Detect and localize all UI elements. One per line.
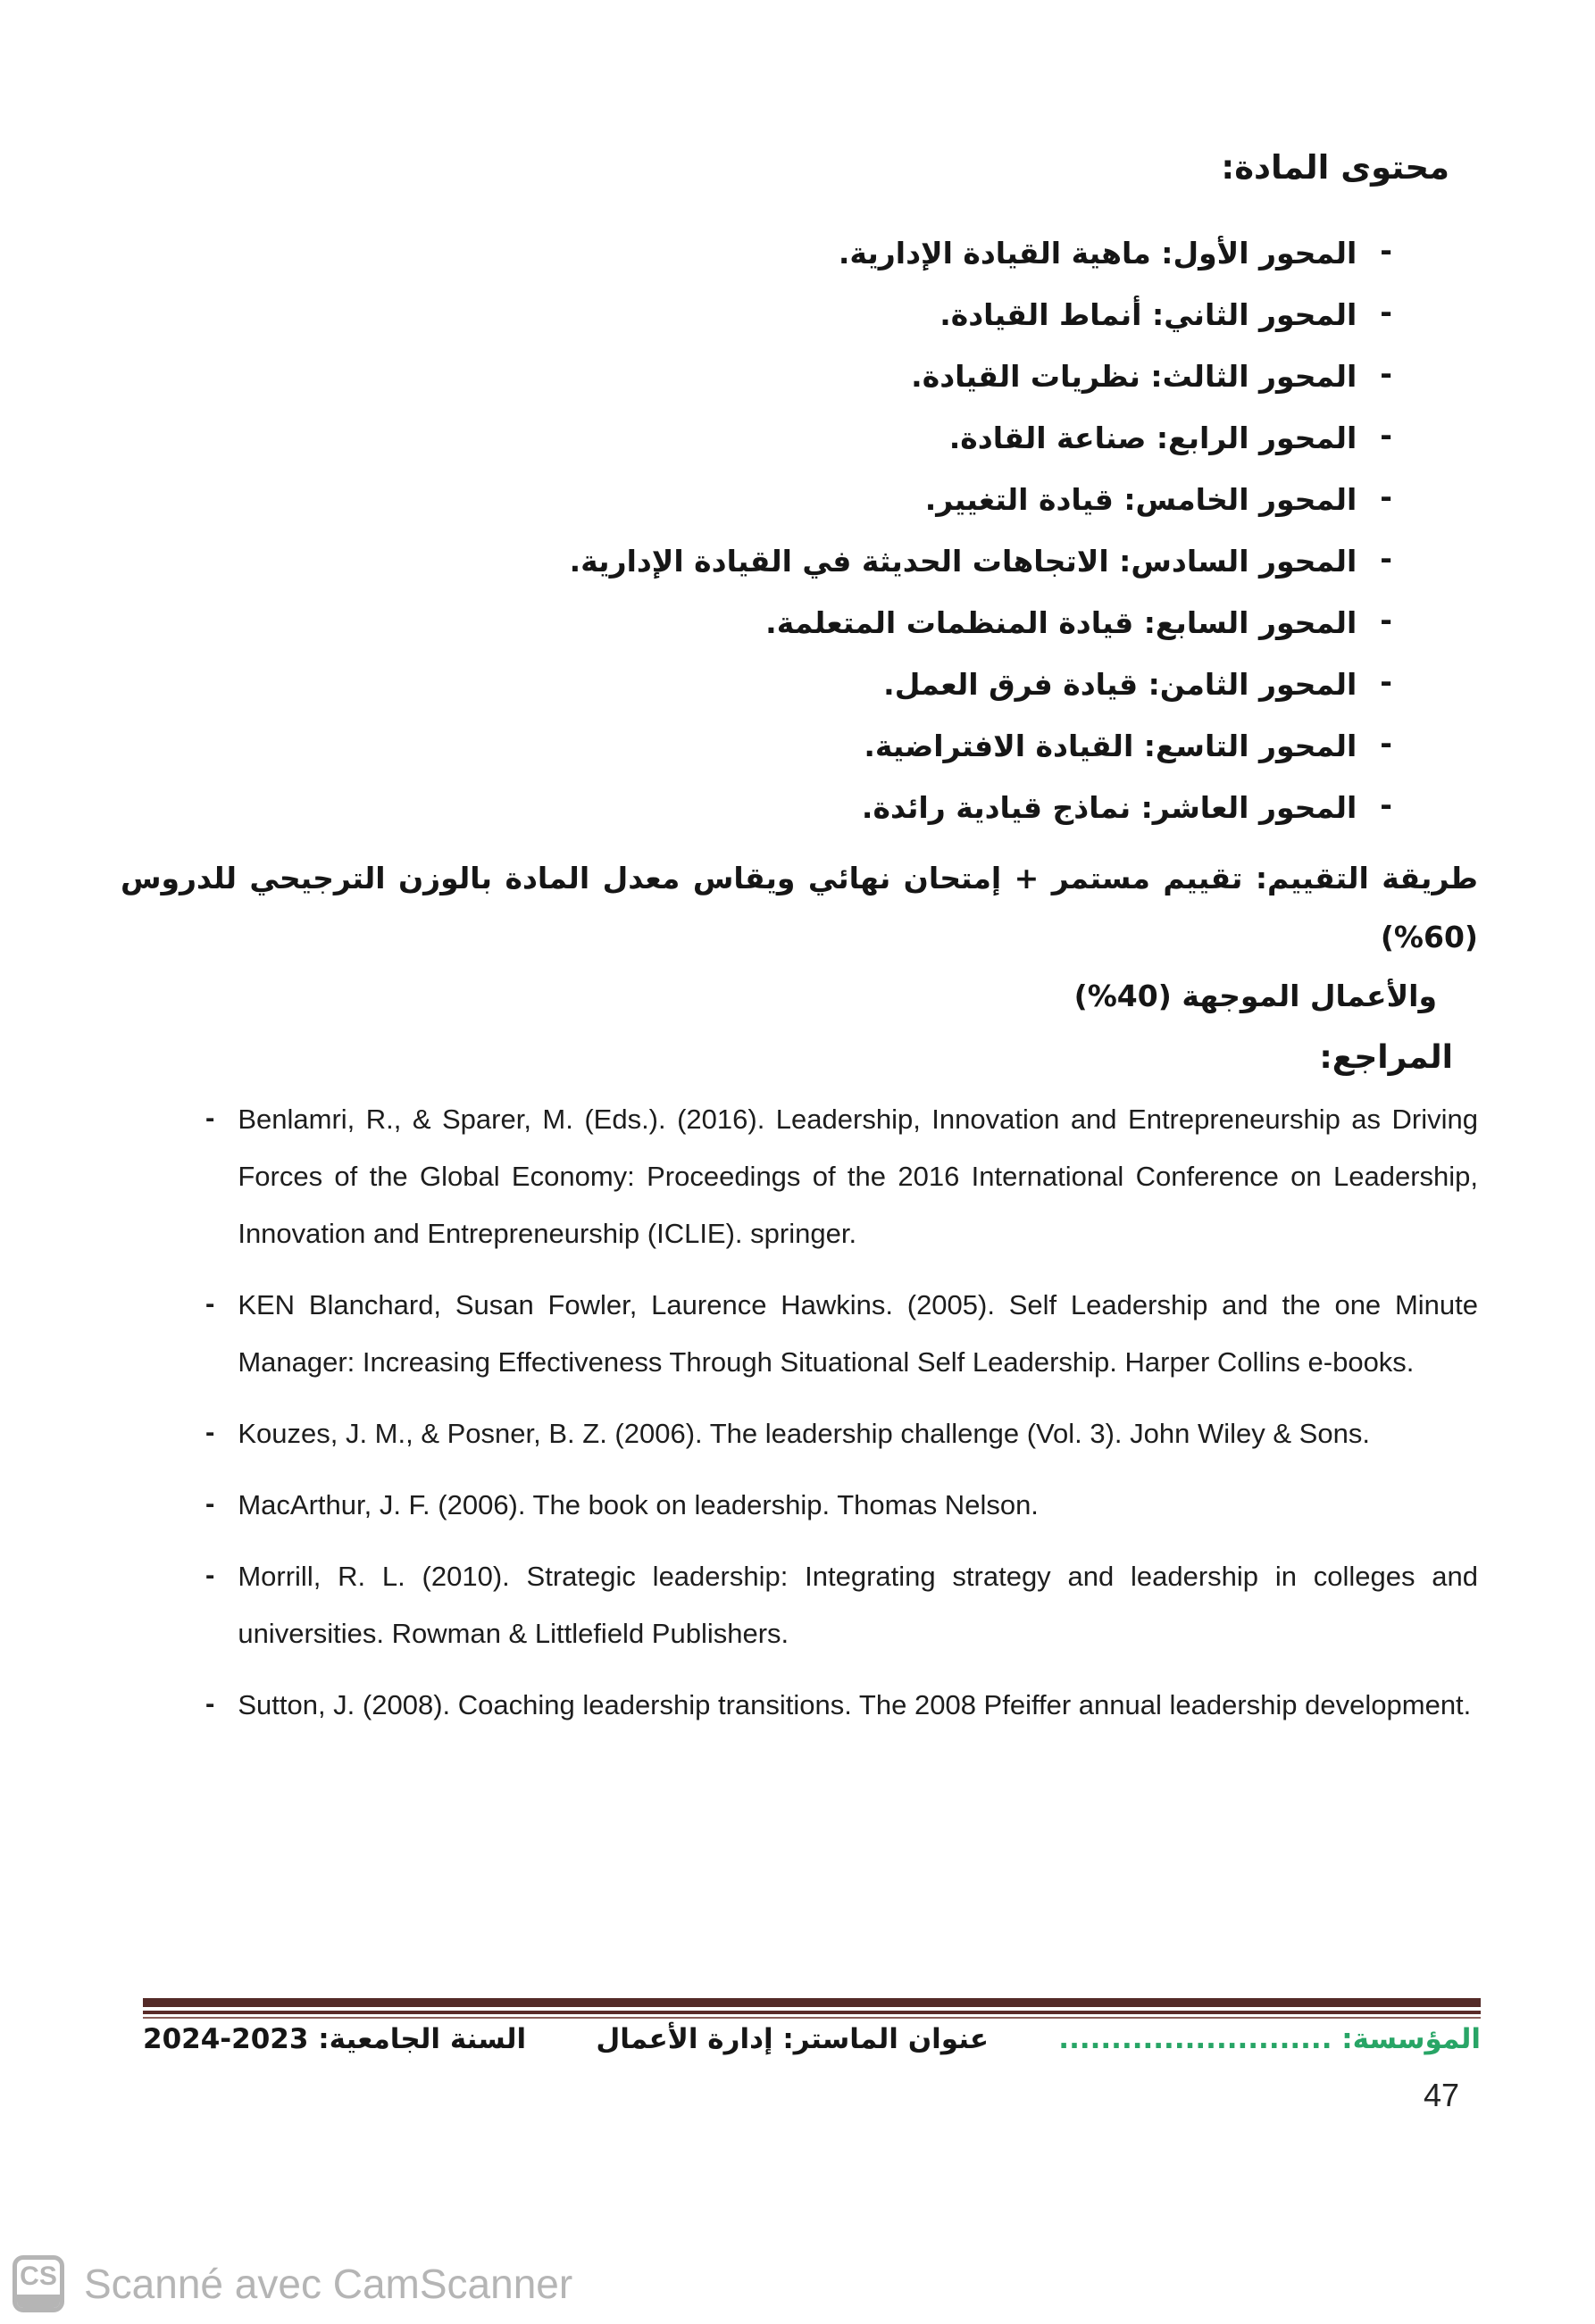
content-heading: محتوى المادة: [1221,148,1449,187]
course-axis-label: المحور الأول: ماهية القيادة الإدارية. [838,235,1357,271]
bullet-dash: - [1380,602,1392,637]
course-axis-label: المحور الرابع: صناعة القادة. [948,420,1357,455]
reference-item [121,1477,1478,1534]
reference-text: MacArthur, J. F. (2006). The book on leadership. Thomas Nelson. [238,1489,1039,1521]
bullet-dash: - [205,1487,215,1520]
bullet-dash: - [205,1559,215,1591]
evaluation-text-2: والأعمال الموجهة [1182,978,1437,1013]
reference-text: Benlamri, R., & Sparer, M. (Eds.). (2016). Leadership, Innovation and Entrepreneurship as Driving Forces of the Global Economy: Proceedings of the 2016 International Conference on Leadership, Innovation and Entrepreneurship (ICLIE). springer. [238,1104,1478,1250]
evaluation-line2 [121,967,1478,1026]
footer-institution [1058,2023,1481,2055]
page-number: 47 [1423,2077,1459,2113]
footer-institution-label: المؤسسة: [1341,2023,1481,2055]
bullet-dash: - [1380,294,1392,329]
references-list [121,1091,1478,1734]
course-axis-item [121,530,1478,592]
page-footer [143,2023,1481,2055]
reference-text: Sutton, J. (2008). Coaching leadership transitions. The 2008 Pfeiffer annual leadership development. [238,1689,1472,1721]
evaluation-method [121,849,1478,1026]
bullet-dash: - [205,1416,215,1448]
footer-rule [143,1998,1481,2019]
reference-item [121,1277,1478,1391]
course-axis-item [121,592,1478,654]
evaluation-line1 [121,849,1478,967]
reference-text: Kouzes, J. M., & Posner, B. Z. (2006). The leadership challenge (Vol. 3). John Wiley & Sons. [238,1418,1370,1450]
course-axis-label: المحور الثامن: قيادة فرق العمل. [883,666,1357,702]
bullet-dash: - [1380,479,1392,514]
course-axis-item [121,346,1478,407]
evaluation-lessons-weight: (%60) [1380,919,1478,954]
footer-rule-thick-line [143,1998,1481,2007]
course-axis-item [121,777,1478,838]
bullet-dash: - [205,1102,215,1134]
course-axis-label: المحور الخامس: قيادة التغيير. [924,481,1357,517]
reference-item [121,1091,1478,1262]
reference-item [121,1405,1478,1462]
camscanner-logo-bar [17,2295,60,2308]
course-axis-label: المحور الثاني: أنماط القيادة. [939,296,1357,332]
course-axis-item [121,284,1478,346]
camscanner-logo-icon [13,2255,64,2312]
footer-master-title: عنوان الماستر: إدارة الأعمال [596,2023,990,2055]
course-axis-label: المحور السادس: الاتجاهات الحديثة في القيادة الإدارية. [569,543,1357,579]
bullet-dash: - [1380,540,1392,576]
bullet-dash: - [1380,417,1392,453]
course-axis-item [121,715,1478,777]
bullet-dash: - [1380,663,1392,699]
bullet-dash: - [1380,355,1392,391]
reference-item [121,1677,1478,1734]
footer-rule-thin-line [143,2017,1481,2019]
reference-text: Morrill, R. L. (2010). Strategic leadership: Integrating strategy and leadership in colleges and universities. Rowman & Littlefield Publishers. [238,1561,1478,1650]
document-content [121,0,1478,1748]
course-axis-item [121,469,1478,530]
course-axis-item [121,222,1478,284]
evaluation-label: طريقة التقييم: [1255,860,1478,895]
reference-item [121,1548,1478,1662]
evaluation-text: تقييم مستمر + إمتحان نهائي ويقاس معدل المادة بالوزن الترجيحي للدروس [121,860,1243,895]
bullet-dash: - [205,1687,215,1720]
references-heading: المراجع: [1319,1038,1453,1076]
course-axis-label: المحور التاسع: القيادة الافتراضية. [864,728,1357,763]
bullet-dash: - [1380,725,1392,761]
bullet-dash: - [1380,232,1392,268]
camscanner-watermark [13,2255,572,2312]
course-axis-item [121,407,1478,469]
course-axis-label: المحور السابع: قيادة المنظمات المتعلمة. [765,604,1357,640]
course-axis-label: المحور الثالث: نظريات القيادة. [911,358,1357,394]
camscanner-logo-letters: CS [20,2262,57,2291]
camscanner-caption: Scanné avec CamScanner [84,2261,573,2307]
course-axes-list [121,222,1478,838]
reference-text: KEN Blanchard, Susan Fowler, Laurence Hawkins. (2005). Self Leadership and the one Minute Manager: Increasing Effectiveness Through Situational Self Leadership. Harper Collins e-books. [238,1289,1478,1379]
course-axis-label: المحور العاشر: نماذج قيادية رائدة. [861,789,1357,825]
course-axis-item [121,654,1478,715]
evaluation-guided-work-weight: (%40) [1073,978,1172,1013]
bullet-dash: - [205,1287,215,1320]
footer-institution-dotted-line: .......................... [1058,2023,1332,2055]
footer-academic-year: السنة الجامعية: 2023-2024 [143,2023,527,2055]
bullet-dash: - [1380,787,1392,822]
